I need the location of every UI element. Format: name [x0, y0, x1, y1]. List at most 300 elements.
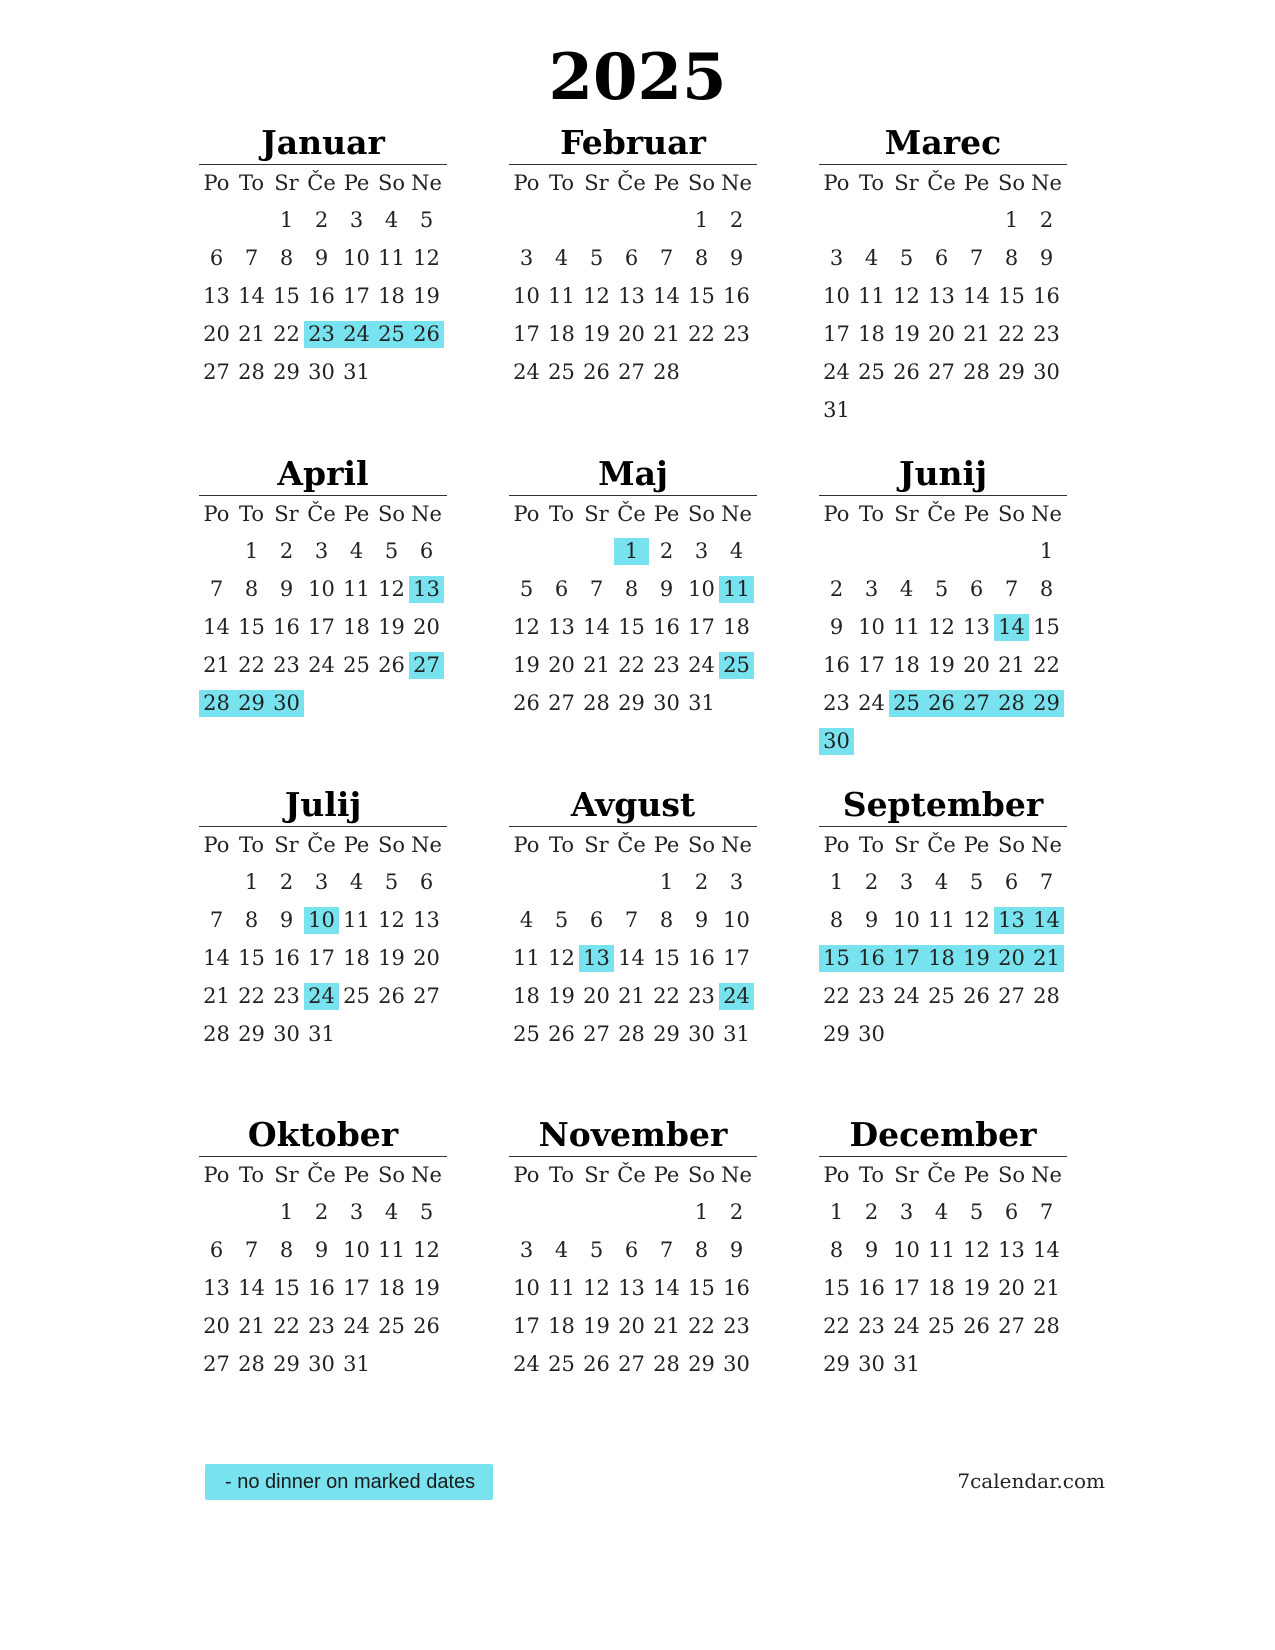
week-row — [819, 1015, 1067, 1053]
empty-day-cell — [959, 728, 994, 755]
day-cell: 9 — [279, 907, 294, 932]
day-cell: 30 — [819, 728, 854, 755]
weekday-label: Sr — [584, 1162, 609, 1187]
empty-day-cell — [924, 1021, 959, 1048]
day-cell: 29 — [1029, 690, 1064, 717]
day-cell: 8 — [244, 907, 259, 932]
day-cell: 24 — [858, 690, 885, 715]
week-row — [509, 353, 757, 391]
empty-day-cell — [374, 1351, 409, 1378]
month-avgust — [509, 786, 757, 1053]
day-cell: 18 — [343, 614, 370, 639]
day-cell: 16 — [858, 1275, 885, 1300]
weekday-label: Pe — [343, 501, 370, 526]
day-cell: 13 — [548, 614, 575, 639]
weekday-label: To — [238, 501, 265, 526]
day-cell: 8 — [694, 245, 709, 270]
day-cell: 3 — [864, 576, 879, 601]
empty-day-cell — [889, 1021, 924, 1048]
day-cell: 4 — [899, 576, 914, 601]
weekday-label: So — [377, 1162, 406, 1187]
empty-day-cell — [509, 538, 544, 565]
day-cell: 19 — [378, 614, 405, 639]
day-cell: 6 — [934, 245, 949, 270]
week-row — [819, 391, 1067, 429]
day-cell: 3 — [349, 207, 364, 232]
day-cell: 2 — [829, 576, 844, 601]
empty-day-cell — [544, 869, 579, 896]
day-cell: 8 — [279, 245, 294, 270]
day-cell: 20 — [963, 652, 990, 677]
week-row — [199, 239, 447, 277]
day-cell: 27 — [998, 1313, 1025, 1338]
month-november — [509, 1116, 757, 1383]
weekday-label: Sr — [274, 170, 299, 195]
weekday-label: So — [687, 1162, 716, 1187]
day-cell: 18 — [858, 321, 885, 346]
weekday-label: To — [548, 832, 575, 857]
empty-day-cell — [409, 1021, 444, 1048]
day-cell: 4 — [349, 538, 364, 563]
day-cell: 18 — [343, 945, 370, 970]
day-cell: 24 — [343, 1313, 370, 1338]
day-cell: 10 — [688, 576, 715, 601]
day-cell: 10 — [513, 1275, 540, 1300]
weekday-label: Ne — [411, 501, 442, 526]
day-cell: 2 — [279, 538, 294, 563]
month-junij — [819, 455, 1067, 760]
empty-day-cell — [1029, 1351, 1064, 1378]
day-cell: 23 — [308, 1313, 335, 1338]
day-cell: 18 — [378, 1275, 405, 1300]
empty-day-cell — [409, 1351, 444, 1378]
empty-day-cell — [854, 728, 889, 755]
weekday-label: So — [997, 1162, 1026, 1187]
day-cell: 15 — [823, 1275, 850, 1300]
week-row — [819, 570, 1067, 608]
day-cell: 12 — [413, 245, 440, 270]
day-cell: 23 — [858, 1313, 885, 1338]
day-cell: 25 — [378, 1313, 405, 1338]
weekday-header — [199, 496, 447, 532]
empty-day-cell — [649, 1199, 684, 1226]
day-cell: 22 — [1033, 652, 1060, 677]
day-cell: 1 — [279, 1199, 294, 1224]
site-credit: 7calendar.com — [957, 1469, 1105, 1493]
weekday-label: So — [377, 832, 406, 857]
weekday-header — [199, 1157, 447, 1193]
weekday-label: Sr — [584, 501, 609, 526]
empty-day-cell — [1029, 1021, 1064, 1048]
week-row — [819, 315, 1067, 353]
day-cell: 24 — [308, 652, 335, 677]
day-cell: 11 — [928, 1237, 955, 1262]
day-cell: 28 — [199, 690, 234, 717]
weekday-label: Sr — [894, 501, 919, 526]
day-cell: 7 — [969, 245, 984, 270]
day-cell: 15 — [273, 283, 300, 308]
day-cell: 28 — [653, 359, 680, 384]
month-title: Marec — [884, 123, 1002, 162]
day-cell: 23 — [723, 1313, 750, 1338]
weekday-header — [819, 496, 1067, 532]
day-cell: 7 — [1039, 869, 1054, 894]
day-cell: 16 — [723, 283, 750, 308]
day-cell: 27 — [928, 359, 955, 384]
empty-day-cell — [579, 538, 614, 565]
week-row — [819, 201, 1067, 239]
day-cell: 27 — [203, 359, 230, 384]
day-cell: 14 — [238, 283, 265, 308]
empty-day-cell — [579, 869, 614, 896]
day-cell: 22 — [688, 1313, 715, 1338]
day-cell: 21 — [1029, 945, 1064, 972]
day-cell: 19 — [583, 1313, 610, 1338]
day-cell: 9 — [659, 576, 674, 601]
weekday-header — [199, 827, 447, 863]
day-cell: 20 — [413, 614, 440, 639]
day-cell: 26 — [409, 321, 444, 348]
week-row — [509, 977, 757, 1015]
day-cell: 29 — [823, 1021, 850, 1046]
day-cell: 26 — [583, 359, 610, 384]
day-cell: 15 — [1033, 614, 1060, 639]
day-cell: 28 — [618, 1021, 645, 1046]
empty-day-cell — [819, 538, 854, 565]
day-cell: 5 — [934, 576, 949, 601]
day-cell: 31 — [343, 1351, 370, 1376]
week-row — [509, 684, 757, 722]
day-cell: 13 — [618, 283, 645, 308]
day-cell: 19 — [893, 321, 920, 346]
day-cell: 22 — [618, 652, 645, 677]
day-cell: 6 — [209, 1237, 224, 1262]
week-row — [819, 977, 1067, 1015]
day-cell: 11 — [343, 907, 370, 932]
day-cell: 9 — [314, 245, 329, 270]
day-cell: 13 — [413, 907, 440, 932]
day-cell: 28 — [238, 1351, 265, 1376]
week-row — [509, 1231, 757, 1269]
weekday-header — [819, 165, 1067, 201]
day-cell: 20 — [998, 1275, 1025, 1300]
weekday-label: Pe — [343, 170, 370, 195]
day-cell: 23 — [688, 983, 715, 1008]
month-februar — [509, 124, 757, 391]
day-cell: 1 — [614, 538, 649, 565]
month-title: Januar — [261, 123, 385, 162]
weekday-label: Pe — [653, 1162, 680, 1187]
weekday-label: Če — [927, 1162, 956, 1187]
day-cell: 2 — [659, 538, 674, 563]
weekday-label: Če — [927, 170, 956, 195]
day-cell: 22 — [273, 1313, 300, 1338]
day-cell: 24 — [513, 1351, 540, 1376]
day-cell: 9 — [279, 576, 294, 601]
weekday-header — [819, 827, 1067, 863]
day-cell: 17 — [308, 614, 335, 639]
empty-day-cell — [889, 728, 924, 755]
day-cell: 13 — [203, 1275, 230, 1300]
weekday-label: Ne — [411, 170, 442, 195]
day-cell: 15 — [273, 1275, 300, 1300]
day-cell: 13 — [994, 907, 1029, 934]
day-cell: 3 — [694, 538, 709, 563]
day-cell: 27 — [959, 690, 994, 717]
empty-day-cell — [409, 690, 444, 717]
weekday-label: Če — [927, 832, 956, 857]
day-cell: 8 — [1039, 576, 1054, 601]
day-cell: 29 — [618, 690, 645, 715]
weekday-label: Če — [617, 1162, 646, 1187]
day-cell: 1 — [244, 538, 259, 563]
day-cell: 5 — [589, 1237, 604, 1262]
empty-day-cell — [544, 538, 579, 565]
day-cell: 2 — [314, 207, 329, 232]
day-cell: 3 — [899, 1199, 914, 1224]
day-cell: 4 — [864, 245, 879, 270]
weekday-label: So — [997, 170, 1026, 195]
day-cell: 29 — [998, 359, 1025, 384]
day-cell: 24 — [339, 321, 374, 348]
day-cell: 1 — [694, 207, 709, 232]
week-row — [199, 353, 447, 391]
empty-day-cell — [579, 207, 614, 234]
month-title: Maj — [598, 454, 668, 493]
week-row — [199, 646, 447, 684]
day-cell: 12 — [583, 1275, 610, 1300]
day-cell: 30 — [1033, 359, 1060, 384]
day-cell: 5 — [589, 245, 604, 270]
day-cell: 31 — [343, 359, 370, 384]
weekday-label: So — [997, 501, 1026, 526]
empty-day-cell — [854, 397, 889, 424]
week-row — [509, 863, 757, 901]
day-cell: 21 — [618, 983, 645, 1008]
month-title: September — [842, 785, 1044, 824]
day-cell: 16 — [1033, 283, 1060, 308]
day-cell: 5 — [969, 869, 984, 894]
day-cell: 30 — [308, 359, 335, 384]
week-row — [509, 1193, 757, 1231]
weekday-label: Pe — [963, 832, 990, 857]
day-cell: 28 — [1033, 983, 1060, 1008]
day-cell: 3 — [314, 538, 329, 563]
month-april — [199, 455, 447, 722]
day-cell: 25 — [719, 652, 754, 679]
empty-day-cell — [509, 207, 544, 234]
day-cell: 26 — [583, 1351, 610, 1376]
week-row — [199, 1193, 447, 1231]
day-cell: 2 — [864, 1199, 879, 1224]
day-cell: 21 — [653, 1313, 680, 1338]
week-row — [819, 608, 1067, 646]
day-cell: 19 — [963, 1275, 990, 1300]
day-cell: 17 — [513, 321, 540, 346]
empty-day-cell — [1029, 728, 1064, 755]
empty-day-cell — [889, 207, 924, 234]
day-cell: 23 — [653, 652, 680, 677]
day-cell: 11 — [719, 576, 754, 603]
day-cell: 4 — [934, 869, 949, 894]
day-cell: 11 — [548, 283, 575, 308]
month-title: Avgust — [570, 785, 696, 824]
week-row — [199, 1307, 447, 1345]
weekday-label: Sr — [584, 832, 609, 857]
day-cell: 7 — [209, 907, 224, 932]
month-title: Februar — [560, 123, 706, 162]
day-cell: 27 — [618, 359, 645, 384]
weekday-label: Pe — [963, 1162, 990, 1187]
day-cell: 12 — [413, 1237, 440, 1262]
empty-day-cell — [854, 538, 889, 565]
day-cell: 18 — [513, 983, 540, 1008]
empty-day-cell — [374, 1021, 409, 1048]
day-cell: 8 — [659, 907, 674, 932]
day-cell: 17 — [688, 614, 715, 639]
day-cell: 28 — [653, 1351, 680, 1376]
day-cell: 28 — [1033, 1313, 1060, 1338]
empty-day-cell — [199, 538, 234, 565]
week-row — [199, 684, 447, 722]
week-row — [199, 1231, 447, 1269]
empty-day-cell — [199, 869, 234, 896]
day-cell: 15 — [238, 945, 265, 970]
empty-day-cell — [199, 1199, 234, 1226]
day-cell: 17 — [893, 1275, 920, 1300]
day-cell: 10 — [308, 576, 335, 601]
week-row — [199, 201, 447, 239]
day-cell: 16 — [723, 1275, 750, 1300]
day-cell: 2 — [1039, 207, 1054, 232]
weekday-label: To — [238, 170, 265, 195]
empty-day-cell — [994, 1021, 1029, 1048]
empty-day-cell — [719, 690, 754, 717]
weekday-label: To — [858, 501, 885, 526]
weekday-label: Pe — [963, 170, 990, 195]
day-cell: 4 — [384, 1199, 399, 1224]
day-cell: 25 — [928, 1313, 955, 1338]
day-cell: 21 — [1033, 1275, 1060, 1300]
empty-day-cell — [614, 207, 649, 234]
legend-note: - no dinner on marked dates — [205, 1464, 493, 1500]
empty-day-cell — [234, 207, 269, 234]
day-cell: 6 — [419, 538, 434, 563]
day-cell: 14 — [203, 945, 230, 970]
weekday-label: Ne — [411, 1162, 442, 1187]
week-row — [199, 863, 447, 901]
empty-day-cell — [339, 1021, 374, 1048]
weekday-label: Sr — [274, 1162, 299, 1187]
day-cell: 8 — [624, 576, 639, 601]
day-cell: 25 — [548, 1351, 575, 1376]
day-cell: 5 — [554, 907, 569, 932]
day-cell: 20 — [618, 321, 645, 346]
weekday-label: Sr — [894, 1162, 919, 1187]
day-cell: 3 — [519, 1237, 534, 1262]
day-cell: 15 — [819, 945, 854, 972]
day-cell: 13 — [963, 614, 990, 639]
day-cell: 10 — [823, 283, 850, 308]
empty-day-cell — [409, 359, 444, 386]
weekday-label: Po — [823, 501, 850, 526]
day-cell: 23 — [823, 690, 850, 715]
weekday-label: To — [858, 1162, 885, 1187]
day-cell: 10 — [723, 907, 750, 932]
weekday-label: Po — [513, 1162, 540, 1187]
week-row — [509, 608, 757, 646]
day-cell: 21 — [583, 652, 610, 677]
empty-day-cell — [684, 359, 719, 386]
week-row — [199, 608, 447, 646]
day-cell: 21 — [998, 652, 1025, 677]
day-cell: 20 — [618, 1313, 645, 1338]
day-cell: 11 — [548, 1275, 575, 1300]
empty-day-cell — [924, 538, 959, 565]
day-cell: 16 — [273, 945, 300, 970]
year-title: 2025 — [548, 40, 727, 115]
weekday-label: To — [548, 170, 575, 195]
day-cell: 20 — [203, 321, 230, 346]
day-cell: 19 — [548, 983, 575, 1008]
weekday-label: Pe — [963, 501, 990, 526]
weekday-label: So — [377, 501, 406, 526]
weekday-label: Ne — [721, 832, 752, 857]
day-cell: 2 — [864, 869, 879, 894]
day-cell: 31 — [723, 1021, 750, 1046]
month-title: Junij — [898, 454, 988, 493]
weekday-header — [509, 1157, 757, 1193]
weekday-label: Ne — [1031, 1162, 1062, 1187]
day-cell: 5 — [419, 1199, 434, 1224]
day-cell: 26 — [413, 1313, 440, 1338]
day-cell: 30 — [723, 1351, 750, 1376]
day-cell: 21 — [203, 983, 230, 1008]
week-row — [819, 939, 1067, 977]
day-cell: 25 — [858, 359, 885, 384]
weekday-label: Ne — [1031, 501, 1062, 526]
day-cell: 17 — [723, 945, 750, 970]
weekday-header — [819, 1157, 1067, 1193]
day-cell: 22 — [238, 983, 265, 1008]
day-cell: 17 — [343, 1275, 370, 1300]
empty-day-cell — [234, 1199, 269, 1226]
weekday-label: Pe — [653, 832, 680, 857]
empty-day-cell — [614, 1199, 649, 1226]
day-cell: 5 — [519, 576, 534, 601]
day-cell: 30 — [858, 1351, 885, 1376]
week-row — [199, 977, 447, 1015]
weekday-label: Po — [203, 170, 230, 195]
day-cell: 3 — [519, 245, 534, 270]
week-row — [509, 646, 757, 684]
day-cell: 11 — [343, 576, 370, 601]
weekday-label: To — [858, 170, 885, 195]
weekday-label: Sr — [894, 832, 919, 857]
day-cell: 16 — [823, 652, 850, 677]
day-cell: 20 — [583, 983, 610, 1008]
day-cell: 26 — [963, 983, 990, 1008]
day-cell: 10 — [893, 907, 920, 932]
day-cell: 12 — [513, 614, 540, 639]
day-cell: 5 — [384, 869, 399, 894]
weekday-label: Pe — [653, 501, 680, 526]
week-row — [199, 901, 447, 939]
day-cell: 18 — [924, 945, 959, 972]
week-row — [819, 722, 1067, 760]
day-cell: 23 — [858, 983, 885, 1008]
day-cell: 9 — [864, 1237, 879, 1262]
